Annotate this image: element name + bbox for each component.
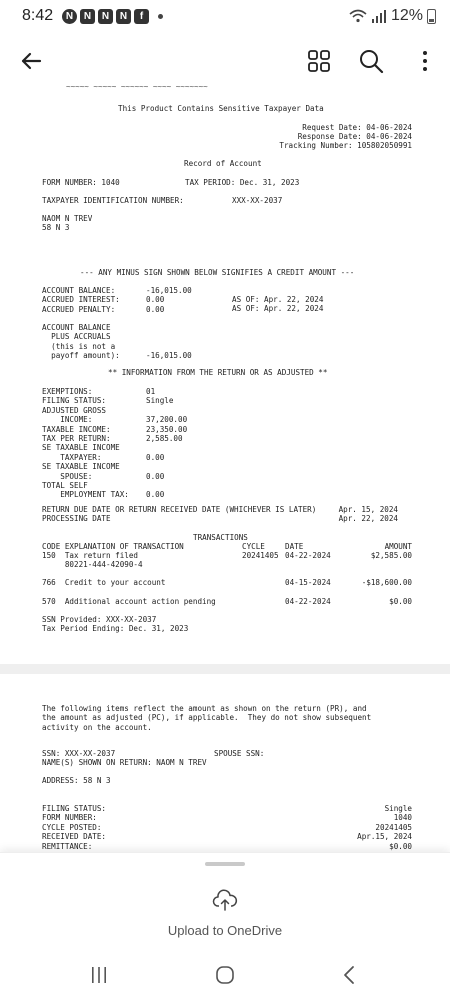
return-info-labels: EXEMPTIONS: FILING STATUS: ADJUSTED GROSS INCOME: TAXABLE INCOME: TAX PER RETURN: SE TAXABLE INCOME TAXPAYER: SE TAXABLE INCOME SPOUSE: TOTAL SELF EMPLOYMENT TAX: bbox=[42, 387, 129, 500]
address: ADDRESS: 58 N 3 bbox=[42, 776, 111, 785]
balance-plus-accruals-value: -16,015.00 bbox=[146, 351, 192, 360]
taxpayer-address: 58 N 3 bbox=[42, 223, 70, 232]
request-date: Request Date: 04-06-2024 bbox=[302, 123, 412, 132]
transaction-amount: $0.00 bbox=[389, 597, 412, 606]
page2-intro: The following items reflect the amount as shown on the return (PR), and the amount as adjusted (PC), if applicable. They do not show subsequent activity on the account. bbox=[42, 704, 372, 732]
home-icon[interactable] bbox=[213, 964, 237, 986]
transaction-explanation: 150 Tax return filed 80221-444-42090-4 bbox=[42, 551, 143, 570]
document-viewer[interactable] bbox=[0, 86, 450, 852]
form-number: FORM NUMBER: 1040 bbox=[42, 178, 120, 187]
tax-period: TAX PERIOD: Dec. 31, 2023 bbox=[185, 178, 300, 187]
record-title: Record of Account bbox=[184, 159, 262, 168]
account-balance-labels: ACCOUNT BALANCE: ACCRUED INTEREST: ACCRUED PENALTY: bbox=[42, 286, 120, 314]
more-notifications-dot-icon bbox=[158, 14, 163, 19]
account-balance-values: -16,015.00 0.00 0.00 bbox=[146, 286, 192, 314]
status-time: 8:42 bbox=[22, 7, 54, 24]
document-page-1 bbox=[0, 86, 450, 666]
return-info-values: 01 Single 37,200.00 23,350.00 2,585.00 0.00 0.00 0.00 bbox=[146, 387, 188, 500]
taxpayer-name: NAOM N TREV bbox=[42, 214, 93, 223]
ssn-provided: SSN Provided: XXX-XX-2037 bbox=[42, 615, 157, 624]
status-right bbox=[349, 7, 436, 25]
more-options-icon[interactable] bbox=[410, 46, 440, 76]
trans-col-cycle: CYCLE bbox=[242, 542, 265, 551]
transaction-explanation: 766 Credit to your account bbox=[42, 578, 166, 587]
balance-plus-accruals-label: ACCOUNT BALANCE PLUS ACCRUALS (this is not a payoff amount): bbox=[42, 323, 120, 361]
transactions-heading: TRANSACTIONS bbox=[193, 533, 248, 542]
notification-app-icon: N bbox=[116, 9, 131, 24]
facebook-icon: f bbox=[134, 9, 149, 24]
response-date: Response Date: 04-06-2024 bbox=[297, 132, 412, 141]
transaction-date: 04-22-2024 bbox=[285, 597, 331, 606]
names-on-return: NAME(S) SHOWN ON RETURN: NAOM N TREV bbox=[42, 758, 207, 767]
tax-period-ending: Tax Period Ending: Dec. 31, 2023 bbox=[42, 624, 189, 633]
return-due-labels: RETURN DUE DATE OR RETURN RECEIVED DATE (WHICHEVER IS LATER) PROCESSING DATE bbox=[42, 505, 317, 524]
drag-handle[interactable] bbox=[205, 862, 245, 866]
spouse-ssn: SPOUSE SSN: bbox=[214, 749, 265, 758]
signal-icon bbox=[371, 9, 387, 23]
upload-label: Upload to OneDrive bbox=[167, 923, 283, 938]
transaction-date: 04-22-2024 bbox=[285, 551, 331, 560]
trans-col-code: CODE EXPLANATION OF TRANSACTION bbox=[42, 542, 184, 551]
system-nav-bar bbox=[0, 952, 450, 999]
page2-labels: FILING STATUS: FORM NUMBER: CYCLE POSTED: RECEIVED DATE: REMITTANCE: bbox=[42, 804, 107, 851]
transaction-explanation: 570 Additional account action pending bbox=[42, 597, 216, 606]
sensitive-notice: This Product Contains Sensitive Taxpayer Data bbox=[118, 104, 324, 113]
document-page-2 bbox=[0, 674, 450, 852]
recent-apps-icon[interactable] bbox=[87, 964, 111, 986]
return-due-values: Apr. 15, 2024 Apr. 22, 2024 bbox=[338, 505, 398, 524]
grid-view-icon[interactable] bbox=[304, 46, 334, 76]
page2-values: Single 1040 20241405 Apr.15, 2024 $0.00 bbox=[357, 804, 412, 851]
battery-icon bbox=[427, 9, 436, 24]
info-heading: ** INFORMATION FROM THE RETURN OR AS ADJUSTED ** bbox=[108, 368, 328, 377]
transaction-amount: $2,585.00 bbox=[370, 551, 412, 560]
trans-col-amount: AMOUNT bbox=[384, 542, 412, 551]
app-toolbar bbox=[0, 38, 450, 82]
ssn-line: SSN: XXX-XX-2037 bbox=[42, 749, 116, 758]
notification-app-icon: N bbox=[80, 9, 95, 24]
status-bar bbox=[0, 0, 450, 34]
battery-percent: 12% bbox=[390, 7, 423, 24]
back-nav-icon[interactable] bbox=[338, 964, 362, 986]
notification-app-icon: N bbox=[62, 9, 77, 24]
cut-off-text-line: ~~~~~ ~~~~~ ~~~~~~ ~~~~ ~~~~~~~ bbox=[66, 86, 208, 91]
transaction-date: 04-15-2024 bbox=[285, 578, 331, 587]
transaction-amount: -$18,600.00 bbox=[361, 578, 412, 587]
search-icon[interactable] bbox=[356, 46, 386, 76]
trans-col-date: DATE bbox=[285, 542, 304, 551]
transaction-cycle: 20241405 bbox=[242, 551, 279, 560]
as-of-dates: AS OF: Apr. 22, 2024 AS OF: Apr. 22, 2024 bbox=[232, 295, 324, 314]
notification-app-icon: N bbox=[98, 9, 113, 24]
tracking-number: Tracking Number: 105802050991 bbox=[279, 141, 412, 150]
back-arrow-icon[interactable] bbox=[16, 46, 46, 76]
tin-value: XXX-XX-2037 bbox=[232, 196, 283, 205]
notification-icons bbox=[62, 9, 163, 24]
tin-label: TAXPAYER IDENTIFICATION NUMBER: bbox=[42, 196, 184, 205]
minus-sign-notice: --- ANY MINUS SIGN SHOWN BELOW SIGNIFIES A CREDIT AMOUNT --- bbox=[80, 268, 355, 277]
wifi-icon bbox=[349, 9, 367, 23]
cloud-upload-icon bbox=[212, 887, 238, 913]
page-separator bbox=[0, 664, 450, 674]
